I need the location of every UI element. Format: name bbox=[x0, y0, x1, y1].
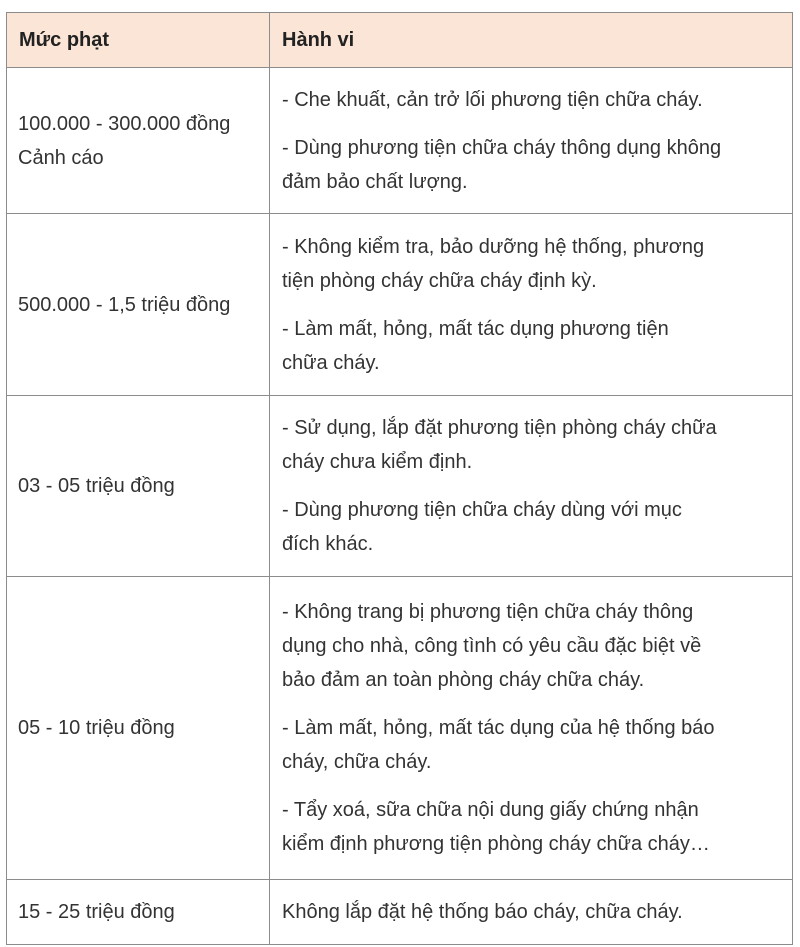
table-row bbox=[7, 396, 793, 577]
behavior-text: - Không trang bị phương tiện chữa cháy thông bbox=[282, 601, 694, 623]
table-row bbox=[7, 577, 793, 880]
behavior-cell bbox=[270, 880, 793, 945]
behavior-text: bảo đảm an toàn phòng cháy chữa cháy. bbox=[282, 669, 645, 691]
behavior-text: cháy, chữa cháy. bbox=[282, 751, 432, 773]
penalty-text: 500.000 - 1,5 triệu đồng bbox=[18, 293, 231, 316]
table-header-row bbox=[7, 13, 793, 68]
penalty-text: 05 - 10 triệu đồng bbox=[18, 717, 175, 739]
penalty-cell bbox=[7, 396, 270, 577]
behavior-text: Không lắp đặt hệ thống báo cháy, chữa cháy. bbox=[282, 901, 683, 923]
behavior-cell bbox=[270, 396, 793, 577]
penalty-cell bbox=[7, 880, 270, 945]
penalty-text: 100.000 - 300.000 đồng bbox=[18, 112, 231, 135]
behavior-text: đích khác. bbox=[282, 533, 374, 555]
header-behavior: Hành vi bbox=[270, 13, 793, 68]
penalty-cell bbox=[7, 68, 270, 214]
behavior-text: - Sử dụng, lắp đặt phương tiện phòng cháy chữa bbox=[282, 417, 717, 439]
table-row bbox=[7, 68, 793, 214]
penalty-text: Cảnh cáo bbox=[18, 146, 104, 169]
behavior-text: tiện phòng cháy chữa cháy định kỳ. bbox=[282, 269, 597, 292]
table-row bbox=[7, 880, 793, 945]
behavior-text: chữa cháy. bbox=[282, 351, 380, 374]
behavior-text: - Không kiểm tra, bảo dưỡng hệ thống, phương bbox=[282, 235, 705, 258]
penalty-cell bbox=[7, 214, 270, 396]
behavior-text: - Dùng phương tiện chữa cháy dùng với mục bbox=[282, 499, 682, 521]
behavior-text: kiểm định phương tiện phòng cháy chữa cháy… bbox=[282, 833, 710, 855]
behavior-text: - Làm mất, hỏng, mất tác dụng của hệ thống báo bbox=[282, 717, 715, 739]
behavior-cell bbox=[270, 214, 793, 396]
penalty-text: 03 - 05 triệu đồng bbox=[18, 475, 175, 497]
behavior-cell bbox=[270, 577, 793, 880]
behavior-text: - Che khuất, cản trở lối phương tiện chữa cháy. bbox=[282, 88, 703, 111]
behavior-text: cháy chưa kiểm định. bbox=[282, 451, 473, 473]
header-penalty: Mức phạt bbox=[7, 13, 270, 68]
behavior-text: - Tẩy xoá, sữa chữa nội dung giấy chứng nhận bbox=[282, 799, 699, 821]
penalty-cell bbox=[7, 577, 270, 880]
penalty-table bbox=[6, 12, 793, 945]
behavior-text: đảm bảo chất lượng. bbox=[282, 170, 468, 193]
penalty-text: 15 - 25 triệu đồng bbox=[18, 901, 175, 923]
behavior-cell bbox=[270, 68, 793, 214]
behavior-text: - Làm mất, hỏng, mất tác dụng phương tiện bbox=[282, 317, 669, 340]
behavior-text: - Dùng phương tiện chữa cháy thông dụng không bbox=[282, 136, 722, 159]
behavior-text: dụng cho nhà, công tình có yêu cầu đặc biệt về bbox=[282, 635, 702, 657]
table-row bbox=[7, 214, 793, 396]
